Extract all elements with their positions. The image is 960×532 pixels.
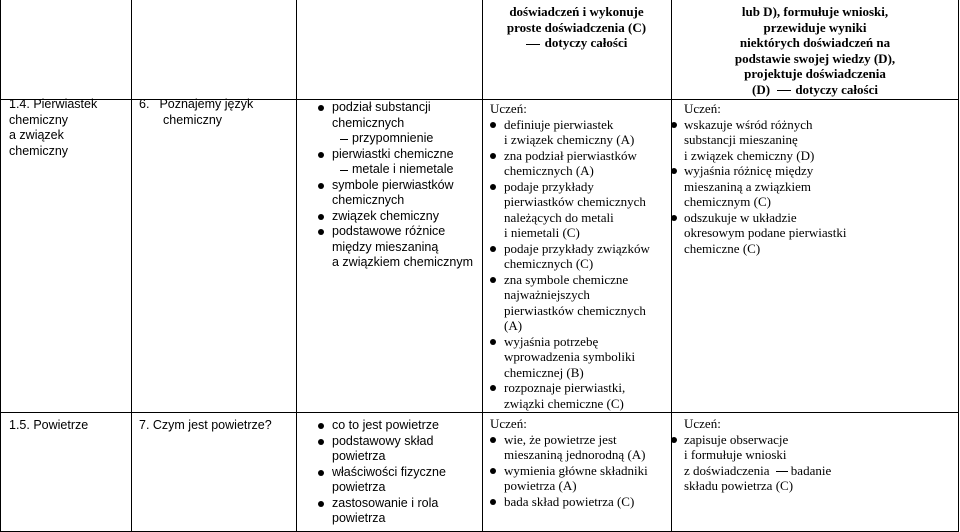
list-item: zna symbole chemiczne najważniejszych pierwiastków chemicznych (A) (490, 272, 670, 334)
bullet-icon (318, 105, 324, 111)
list-item: podział substancji chemicznych (304, 100, 480, 131)
list-item: wymienia główne składniki powietrza (A) (490, 463, 670, 494)
list-item: zastosowanie i rola powietrza (304, 496, 480, 527)
bullet-icon (318, 423, 324, 429)
dash-icon (526, 44, 540, 45)
list-item: podstawowy skład powietrza (304, 434, 480, 465)
bullet-icon (490, 153, 496, 159)
list-item: właściwości fizyczne powietrza (304, 465, 480, 496)
column-5-header: lub D), formułuje wnioski, przewiduje wyniki niektórych doświadczeń na podstawie swojej wiedzy (D), projektuje doświadczenia (D) dotyczy całości (734, 4, 896, 97)
list-item: podaje przykłady pierwiastków chemicznych należących do metali i niemetali (C) (490, 179, 670, 241)
list-item: definiuje pierwiastek i związek chemiczny (A) (490, 117, 670, 148)
list-item: bada skład powietrza (C) (490, 494, 670, 510)
column-divider-2 (296, 0, 297, 532)
list-item: zna podział pierwiastków chemicznych (A) (490, 148, 670, 179)
list-item: rozpoznaje pierwiastki, związki chemiczne (C) (490, 380, 670, 411)
bullet-icon (318, 470, 324, 476)
bullet-icon (490, 499, 496, 505)
table-border-left (0, 0, 1, 532)
student-label: Uczeń: (684, 101, 721, 116)
column-divider-4 (671, 0, 672, 532)
list-item: wie, że powietrze jest mieszaniną jednorodną (A) (490, 432, 670, 463)
bullet-icon (490, 385, 496, 391)
lesson-7: 7. Czym jest powietrze? (139, 418, 272, 432)
list-item: co to jest powietrze (304, 418, 480, 434)
requirements-1-4-basic (490, 101, 670, 411)
list-item: podaje przykłady związków chemicznych (C) (490, 241, 670, 272)
requirements-1-5-extended (684, 416, 956, 494)
bullet-icon (490, 277, 496, 283)
list-item-dash: przypomnienie (304, 131, 480, 147)
bullet-icon (671, 215, 677, 221)
dash-icon (776, 471, 788, 472)
table-border-right (958, 0, 959, 532)
requirements-1-4-extended (684, 101, 956, 256)
bullet-icon (490, 339, 496, 345)
student-label: Uczeń: (490, 416, 527, 431)
list-item: wyjaśnia różnicę między mieszaniną a związkiem chemicznym (C) (684, 163, 956, 210)
list-item: zapisuje obserwacje i formułuje wnioski z doświadczenia badanie składu powietrza (C) (684, 432, 956, 494)
bullet-icon (318, 501, 324, 507)
list-item-dash: metale i niemetale (304, 162, 480, 178)
bullet-icon (318, 229, 324, 235)
bullet-icon (671, 122, 677, 128)
column-4-header: doświadczeń i wykonuje proste doświadczenia (C) dotyczy całości (506, 4, 647, 50)
lesson-6: 6. Poznajemy język chemiczny (139, 97, 254, 127)
list-item: pierwiastki chemiczne (304, 147, 480, 163)
student-label: Uczeń: (490, 101, 527, 116)
bullet-icon (671, 437, 677, 443)
bullet-icon (490, 246, 496, 252)
dash-icon (777, 90, 791, 91)
content-list-1-5 (304, 418, 480, 527)
bullet-icon (490, 468, 496, 474)
list-item: symbole pierwiastków chemicznych (304, 178, 480, 209)
list-item: wyjaśnia potrzebę wprowadzenia symboliki chemicznej (B) (490, 334, 670, 381)
bullet-icon (318, 214, 324, 220)
list-item: wskazuje wśród różnych substancji mieszaninę i związek chemiczny (D) (684, 117, 956, 164)
dash-icon (340, 139, 348, 140)
row-divider (0, 412, 959, 413)
column-divider-1 (131, 0, 132, 532)
list-item: odszukuje w układzie okresowym podane pierwiastki chemiczne (C) (684, 210, 956, 257)
bullet-icon (490, 122, 496, 128)
requirements-1-5-basic (490, 416, 670, 509)
bullet-icon (490, 184, 496, 190)
dash-icon (340, 170, 348, 171)
list-item: podstawowe różnice między mieszaniną a związkiem chemicznym (304, 224, 480, 271)
student-label: Uczeń: (684, 416, 721, 431)
section-number-1-4: 1.4. Pierwiastek chemiczny a związek chemiczny (9, 97, 98, 158)
section-number-1-5: 1.5. Powietrze (9, 418, 89, 432)
bullet-icon (318, 152, 324, 158)
content-list-1-4 (304, 100, 480, 410)
bullet-icon (490, 437, 496, 443)
column-divider-3 (482, 0, 483, 532)
list-item: związek chemiczny (304, 209, 480, 225)
bullet-icon (671, 168, 677, 174)
bullet-icon (318, 439, 324, 445)
bullet-icon (318, 183, 324, 189)
